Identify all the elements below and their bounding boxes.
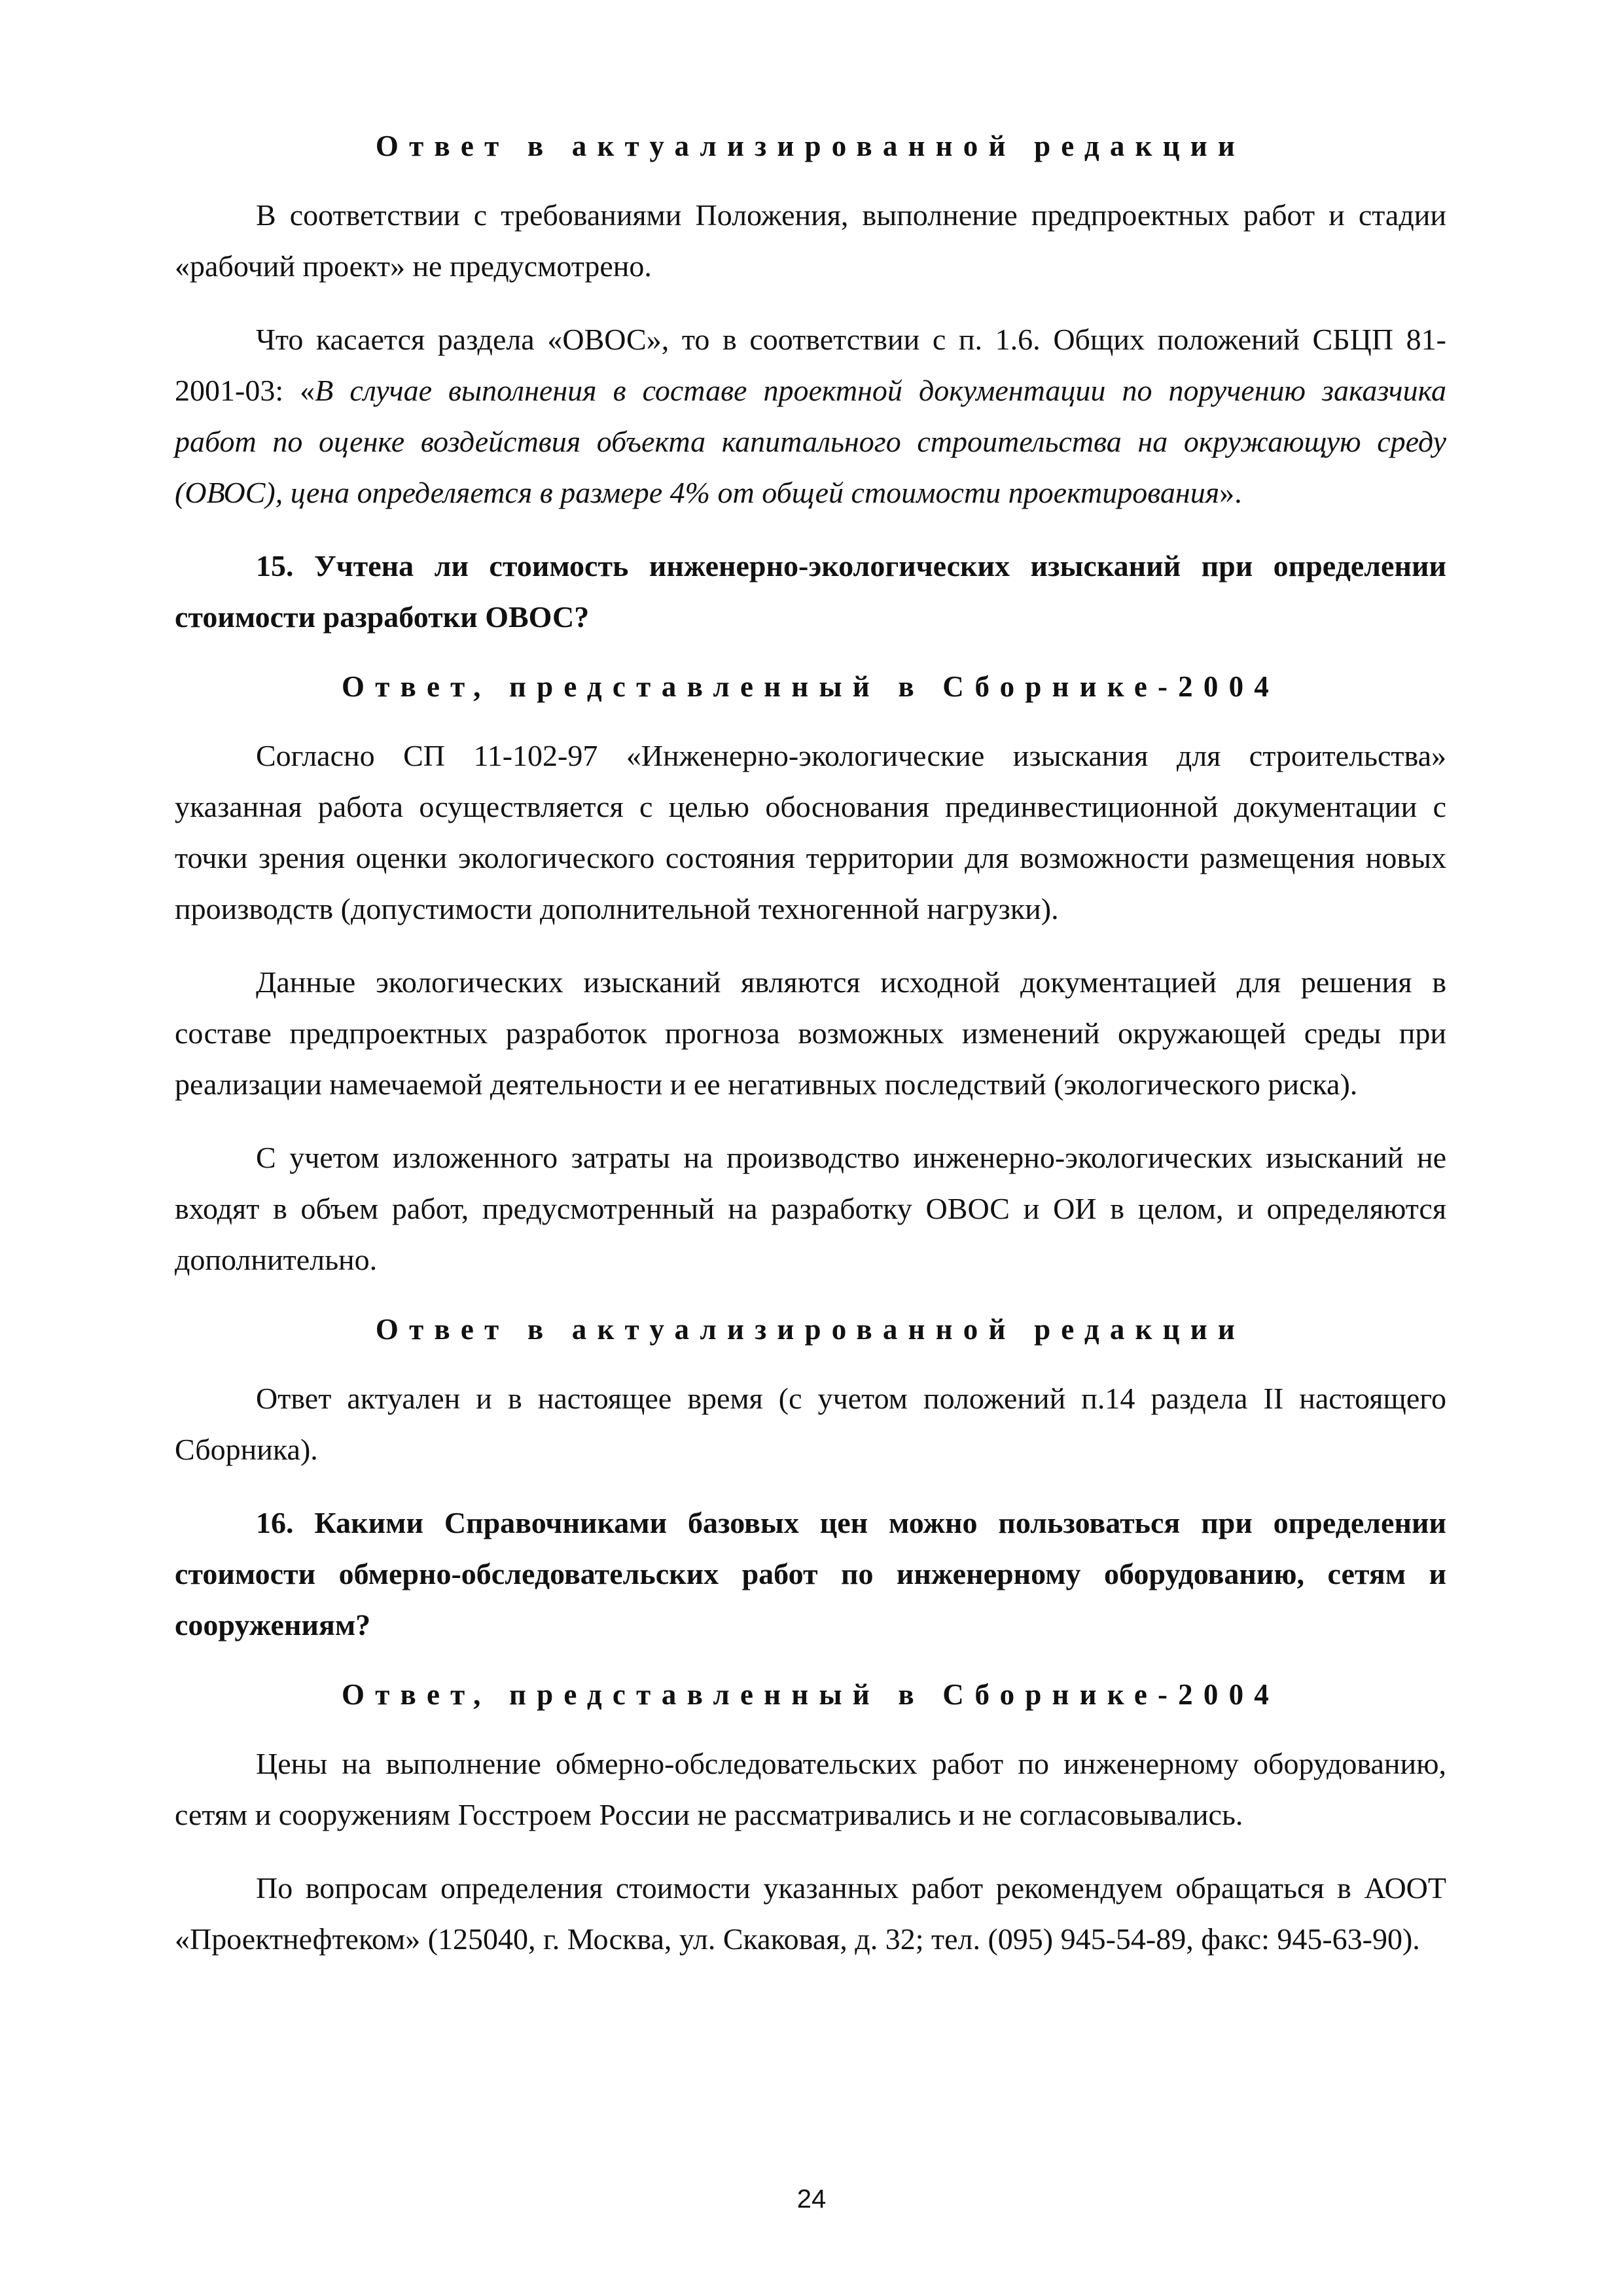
- paragraph: Ответ актуален и в настоящее время (с учетом положений п.14 раздела II настоящего Сборника).: [175, 1382, 1446, 1466]
- section-heading-actual: Ответ в актуализированной редакции: [375, 130, 1246, 162]
- paragraph: Согласно СП 11-102-97 «Инженерно-экологические изыскания для строительства» указанная работа осуществляется с целью обоснования прединвестиционной документации с точки зрения оценки экологического состояния территории для возможности размещения новых производств (допустимости дополнительной техногенной нагрузки).: [175, 739, 1446, 925]
- page-number: 24: [796, 2185, 827, 2214]
- section-heading-actual: Ответ в актуализированной редакции: [375, 1313, 1246, 1346]
- document-page: [175, 124, 1446, 1965]
- paragraph: Цены на выполнение обмерно-обследовательских работ по инженерному оборудованию, сетям и сооружениям Госстроем России не рассматривались и не согласовывались.: [175, 1747, 1446, 1831]
- section-heading-2004: Ответ, представленный в Сборнике-2004: [342, 670, 1279, 703]
- paragraph-lead: Что касается раздела «ОВОС», то в соответствии с п. 1.6. Общих положений СБЦП 81-2001-03: «: [175, 323, 1446, 407]
- paragraph: По вопросам определения стоимости указанных работ рекомендуем обращаться в АООТ «Проектнефтеком» (125040, г. Москва, ул. Скаковая, д. 32; тел. (095) 945-54-89, факс: 945-63-90).: [175, 1871, 1446, 1956]
- paragraph: Данные экологических изысканий являются исходной документацией для решения в составе предпроектных разработок прогноза возможных изменений окружающей среды при реализации намечаемой деятельности и ее негативных последствий (экологического риска).: [175, 965, 1446, 1101]
- paragraph: С учетом изложенного затраты на производство инженерно-экологических изысканий не входят в объем работ, предусмотренный на разработку ОВОС и ОИ в целом, и определяются дополнительно.: [175, 1141, 1446, 1276]
- paragraph-ovos-clause: [175, 314, 1446, 518]
- paragraph-tail: ».: [1219, 476, 1242, 509]
- question-16: 16. Какими Справочниками базовых цен можно пользоваться при определении стоимости обмерно-обследовательских работ по инженерному оборудованию, сетям и сооружениям?: [175, 1506, 1446, 1641]
- question-15: 15. Учтена ли стоимость инженерно-экологических изысканий при определении стоимости разработки ОВОС?: [175, 549, 1446, 634]
- section-heading-2004: Ответ, представленный в Сборнике-2004: [342, 1678, 1279, 1711]
- quoted-clause: В случае выполнения в составе проектной документации по поручению заказчика работ по оценке воздействия объекта капитального строительства на окружающую среду (ОВОС), цена определяется в размере 4% от общей стоимости проектирования: [175, 374, 1446, 509]
- paragraph: В соответствии с требованиями Положения, выполнение предпроектных работ и стадии «рабочий проект» не предусмотрено.: [175, 198, 1446, 283]
